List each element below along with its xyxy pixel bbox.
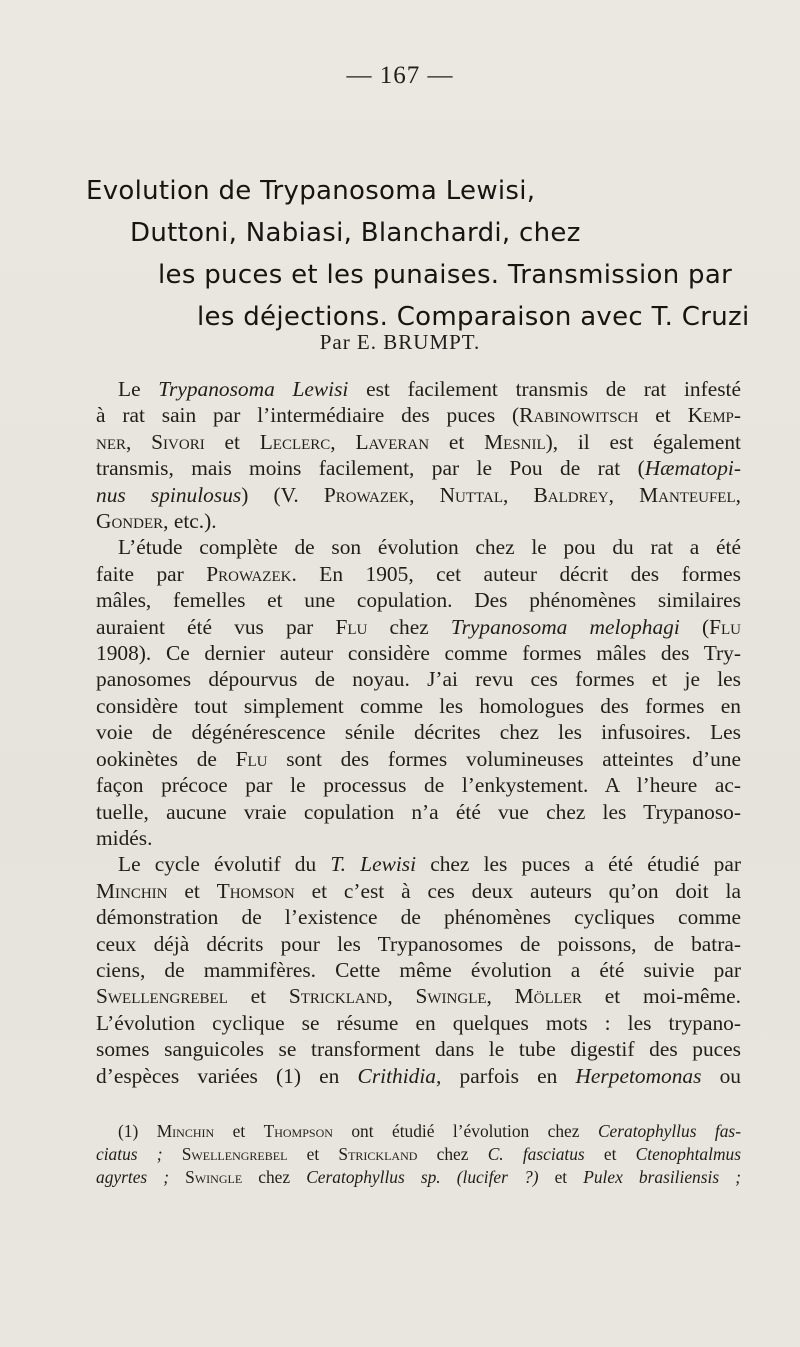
text-run: somes sanguicoles se transforment dans le tube digestif des puces <box>96 1037 741 1062</box>
text-run: Le <box>118 377 159 401</box>
text-run: , <box>486 984 515 1009</box>
body-line <box>96 534 741 560</box>
body-line <box>96 614 741 640</box>
body-line <box>96 402 741 428</box>
text-run: auraient été vus par <box>96 614 336 639</box>
text-run: et <box>287 1144 339 1164</box>
text-run: , <box>735 482 741 507</box>
body-line <box>96 693 741 719</box>
text-run: est facilement transmis de rat infesté <box>348 377 741 401</box>
small-caps-run: Rabinowitsch <box>519 403 639 428</box>
page-number: — 167 — <box>346 62 454 89</box>
text-run: ookinètes de <box>96 746 236 771</box>
footnotes <box>96 1120 741 1189</box>
body-line <box>96 825 741 851</box>
italic-run: Pulex brasiliensis ; <box>583 1167 741 1187</box>
italic-run: Ceratophyllus fas- <box>597 1121 741 1141</box>
small-caps-run: Swellengrebel <box>181 1144 288 1164</box>
footnote-line <box>96 1143 741 1166</box>
text-run: tuelle, aucune vraie copulation n’a été vue chez les Trypanoso- <box>96 799 741 824</box>
body-line <box>96 746 741 772</box>
body-line <box>96 666 741 692</box>
body-line <box>96 851 741 877</box>
body-line <box>96 640 741 666</box>
small-caps-run: Strickland <box>288 984 388 1009</box>
small-caps-run: Manteufel <box>639 482 736 507</box>
body-line <box>96 561 741 587</box>
text-run: et moi-même. <box>582 984 741 1009</box>
text-run: et <box>227 984 289 1009</box>
body-line <box>96 1010 741 1036</box>
italic-run: ciatus ; <box>96 1144 163 1164</box>
body-line <box>96 376 741 402</box>
body-line <box>96 1036 741 1062</box>
text-run <box>169 1167 185 1187</box>
text-run: sont des formes volumineuses atteintes d’une <box>267 746 741 771</box>
body-line <box>96 957 741 983</box>
italic-run: agyrtes ; <box>96 1167 170 1187</box>
footnote-line <box>96 1120 741 1143</box>
text-run: chez <box>242 1167 307 1187</box>
small-caps-run: ner <box>96 429 126 454</box>
body-line <box>96 904 741 930</box>
italic-run: Crithidia, <box>357 1063 442 1088</box>
text-run: façon précoce par le processus de l’enkystement. A l’heure ac- <box>96 773 741 798</box>
text-run: chez <box>367 614 451 639</box>
small-caps-run: Strickland <box>338 1144 418 1164</box>
text-run: midés. <box>96 825 153 850</box>
body-line <box>96 455 741 481</box>
text-run: et <box>584 1144 636 1164</box>
italic-run: T. Lewisi <box>330 852 417 877</box>
text-run: , <box>502 482 534 507</box>
body-line <box>96 878 741 904</box>
text-run: et <box>167 878 217 903</box>
small-caps-run: Gonder <box>96 509 164 534</box>
text-run: , <box>126 429 152 454</box>
small-caps-run: Nuttal <box>439 482 503 507</box>
small-caps-run: Laveran <box>355 429 430 454</box>
text-run: parfois en <box>441 1063 576 1088</box>
small-caps-run: Swingle <box>185 1167 243 1187</box>
text-run: d’espèces variées (1) en <box>96 1063 358 1088</box>
text-run: ciens, de mammifères. Cette même évolution a été suivie par <box>96 957 741 982</box>
small-caps-run: Flu <box>235 746 268 771</box>
text-run: et <box>429 429 485 454</box>
body-line <box>96 799 741 825</box>
text-run: ) (V. <box>241 482 324 507</box>
small-caps-run: Flu <box>709 614 741 639</box>
small-caps-run: Sivori <box>151 429 205 454</box>
italic-run: nus spinulosus <box>96 482 242 507</box>
text-run: , <box>330 429 356 454</box>
italic-run: C. fasciatus <box>487 1144 585 1164</box>
body-line <box>96 429 741 455</box>
small-caps-run: Swingle <box>415 984 487 1009</box>
title-line: Evolution de Trypanosoma Lewisi, <box>86 176 536 206</box>
text-run: L’étude complète de son évolution chez le pou du rat a été <box>118 535 741 560</box>
text-run: à rat sain par l’intermédiaire des puces ( <box>96 403 520 428</box>
title-line: Duttoni, Nabiasi, Blanchardi, chez <box>130 218 581 248</box>
small-caps-run: Leclerc <box>259 429 331 454</box>
body-line <box>96 931 741 957</box>
body-line <box>96 983 741 1009</box>
small-caps-run: Möller <box>514 984 583 1009</box>
small-caps-run: Kemp- <box>687 403 741 428</box>
small-caps-run: Thomson <box>216 878 295 903</box>
text-run: faite par <box>96 561 207 586</box>
text-run: ou <box>701 1063 742 1088</box>
text-run: , <box>409 482 440 507</box>
text-run: chez les puces a été étudié par <box>416 852 741 877</box>
italic-run: Herpetomonas <box>575 1063 702 1088</box>
text-run: Le cycle évolutif du <box>118 852 331 877</box>
text-run: 1908). Ce dernier auteur considère comme formes mâles des Try- <box>96 641 741 666</box>
text-run: ont étudié l’évolution chez <box>332 1121 598 1141</box>
text-run: transmis, mais moins facilement, par le Pou de rat ( <box>96 456 645 481</box>
text-run: , etc.). <box>163 509 217 534</box>
text-run: panosomes dépourvus de noyau. J’ai revu ces formes et je les <box>96 667 741 692</box>
small-caps-run: Swellengrebel <box>96 984 228 1009</box>
italic-run: Ceratophyllus sp. (lucifer ?) <box>306 1167 539 1187</box>
small-caps-run: Mesnil <box>484 429 546 454</box>
body-text <box>96 376 741 1089</box>
small-caps-run: Minchin <box>156 1121 215 1141</box>
text-run: et <box>204 429 260 454</box>
text-run: voie de dégénérescence sénile décrites chez les infusoires. Les <box>96 720 741 745</box>
small-caps-run: Flu <box>335 614 368 639</box>
text-run: , <box>387 984 416 1009</box>
small-caps-run: Prowazek <box>323 482 410 507</box>
small-caps-run: Thompson <box>263 1121 333 1141</box>
body-line <box>96 587 741 613</box>
text-run: chez <box>417 1144 488 1164</box>
title-line: les puces et les punaises. Transmission par <box>158 260 733 290</box>
text-run: . En 1905, cet auteur décrit des formes <box>291 561 741 586</box>
italic-run: Trypanosoma melophagi <box>450 614 680 639</box>
text-run: et <box>638 403 688 428</box>
text-run: considère tout simplement comme les homologues des formes en <box>96 693 741 718</box>
body-line <box>96 482 741 508</box>
footnote-line <box>96 1166 741 1189</box>
text-run: , <box>608 482 640 507</box>
italic-run: Hæmatopi- <box>644 456 741 481</box>
body-line <box>96 508 741 534</box>
small-caps-run: Minchin <box>96 878 168 903</box>
body-line <box>96 719 741 745</box>
text-run: L’évolution cyclique se résume en quelques mots : les trypano- <box>96 1010 741 1035</box>
text-run: et <box>538 1167 584 1187</box>
text-run: et c’est à ces deux auteurs qu’on doit la <box>294 878 741 903</box>
text-run <box>163 1144 182 1164</box>
small-caps-run: Prowazek <box>206 561 292 586</box>
italic-run: Ctenophtalmus <box>635 1144 741 1164</box>
text-run: (1) <box>118 1121 157 1141</box>
title-line: les déjections. Comparaison avec T. Cruzi <box>197 302 750 332</box>
text-run: ceux déjà décrits pour les Trypanosomes de poissons, de batra- <box>96 931 741 956</box>
small-caps-run: Baldrey <box>533 482 609 507</box>
text-run: ( <box>679 614 710 639</box>
author-byline: Par E. BRUMPT. <box>319 330 481 354</box>
body-line <box>96 1063 741 1089</box>
article-title <box>0 170 800 338</box>
text-run: mâles, femelles et une copulation. Des phénomènes similaires <box>96 588 741 613</box>
text-run: démonstration de l’existence de phénomènes cycliques comme <box>96 905 741 930</box>
text-run: et <box>214 1121 264 1141</box>
italic-run: Trypanosoma Lewisi <box>158 377 349 401</box>
text-run: ), il est également <box>545 429 741 454</box>
body-line <box>96 772 741 798</box>
